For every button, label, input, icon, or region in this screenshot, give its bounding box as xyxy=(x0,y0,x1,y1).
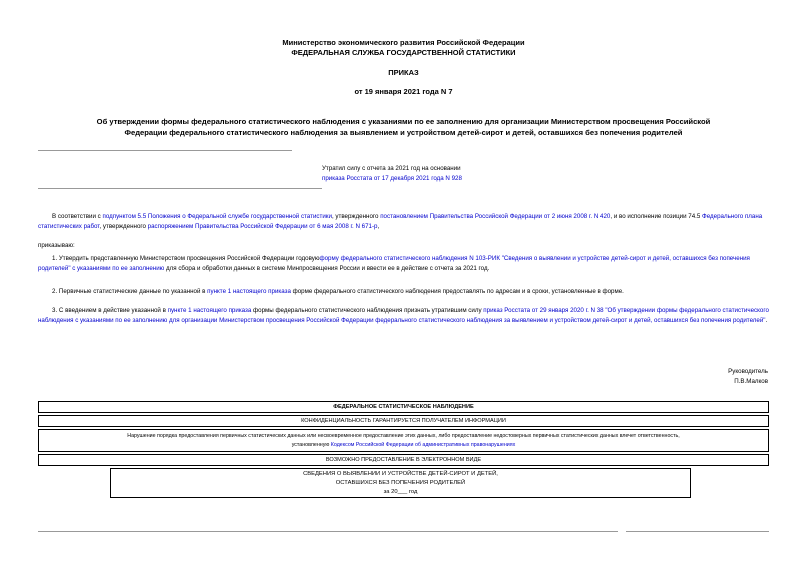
agency-name: ФЕДЕРАЛЬНАЯ СЛУЖБА ГОСУДАРСТВЕННОЙ СТАТИСТИКИ xyxy=(291,48,516,57)
form-header-electronic: ВОЗМОЖНО ПРЕДОСТАВЛЕНИЕ В ЭЛЕКТРОННОМ ВИДЕ xyxy=(38,454,769,466)
bottom-divider-right xyxy=(626,531,769,532)
statistical-plan-link[interactable]: Федерального плана статистических работ xyxy=(38,213,763,230)
liability-notice-text: Нарушение порядка предоставления первичных статистических данных или несвоевременное предоставление этих данных, либо предоставление недостоверных первичных статистических данных влечет ответственность, xyxy=(127,433,680,439)
item3-point-link[interactable]: пункте 1 настоящего приказа xyxy=(167,307,252,314)
administrative-code-link[interactable]: Кодексом Российской Федерации об административных правонарушениях xyxy=(330,442,516,448)
title-line-1: Об утверждении формы федерального статистического наблюдения с указаниями по ее заполнению для организации Министерством просвещения Российской xyxy=(96,117,711,126)
form-title-box xyxy=(110,468,691,498)
preamble-text-1: В соответствии с xyxy=(52,213,103,220)
item1-text-2: для сбора и обработки данных в системе Минпросвещения России и ввести ее в действие с отчета за 2021 год. xyxy=(164,265,490,272)
order-item-1 xyxy=(38,254,770,274)
document-title xyxy=(20,116,787,138)
form-header-confidentiality: КОНФИДЕНЦИАЛЬНОСТЬ ГАРАНТИРУЕТСЯ ПОЛУЧАТЕЛЕМ ИНФОРМАЦИИ xyxy=(38,415,769,427)
status-note xyxy=(322,164,462,184)
item2-point-link[interactable]: пункте 1 настоящего приказа xyxy=(207,288,291,295)
order-item-2 xyxy=(38,287,770,297)
form-title-line-3: за 20___ год xyxy=(383,489,418,495)
item3-text-2: формы федерального статистического наблюдения признать утратившим силу xyxy=(251,307,484,314)
bottom-divider-left xyxy=(38,531,618,532)
status-note-text: Утратил силу с отчета за 2021 год на основании xyxy=(322,165,461,172)
divider-top xyxy=(38,150,292,151)
form-103-rik-link[interactable]: форму федерального статистического наблюдения N 103-РИК "Сведения о выявлении и устройстве детей-сирот и детей, оставшихся без попечения родителей" с указаниями по ее заполнению xyxy=(38,255,750,272)
preamble-paragraph xyxy=(38,212,770,232)
document-date-number: от 19 января 2021 года N 7 xyxy=(354,87,453,96)
form-title-line-1: СВЕДЕНИЯ О ВЫЯВЛЕНИИ И УСТРОЙСТВЕ ДЕТЕЙ-СИРОТ И ДЕТЕЙ, xyxy=(303,471,498,477)
signature-role: Руководитель xyxy=(728,368,768,375)
document-type: ПРИКАЗ xyxy=(388,68,419,77)
item3-text-3: . xyxy=(765,317,768,324)
liability-notice-text-2: установленную xyxy=(291,442,331,448)
preamble-text-4: , утвержденного xyxy=(99,223,148,230)
item3-text-1: 3. С введением в действие указанной в xyxy=(52,307,168,314)
order-item-3 xyxy=(38,306,770,326)
rosstat-order-38-link[interactable]: приказ Росстата от 29 января 2020 г. N 38 "Об утверждении формы федерального статистического наблюдения с указаниями по ее заполнению для организации Министерством просвещения Российской Федерации федерального статистического наблюдения за выявлением и устройством детей-сирот и детей, оставшихся без попечения родителей" xyxy=(38,307,769,324)
liability-notice-line2 xyxy=(39,441,768,450)
ministry-name: Министерство экономического развития Российской Федерации xyxy=(282,38,525,47)
preamble-text-2: , утвержденного xyxy=(331,213,381,220)
signature-name: П.В.Малков xyxy=(734,378,768,385)
item2-text-1: 2. Первичные статистические данные по указанной в xyxy=(52,288,208,295)
government-decree-link[interactable]: постановлением Правительства Российской Федерации от 2 июня 2008 г. N 420 xyxy=(380,213,611,220)
order-word: приказываю: xyxy=(38,242,75,249)
regulation-link[interactable]: подпунктом 5.5 Положения о Федеральной службе государственной статистики xyxy=(102,213,332,220)
preamble-text-5: , xyxy=(377,223,380,230)
signature-block xyxy=(728,367,768,387)
form-header-federal-observation: ФЕДЕРАЛЬНОЕ СТАТИСТИЧЕСКОЕ НАБЛЮДЕНИЕ xyxy=(38,401,769,413)
item1-text-1: 1. Утвердить представленную Министерством просвещения Российской Федерации годовую xyxy=(52,255,320,262)
title-line-2: Федерации федерального статистического наблюдения за выявлением и устройством детей-сирот и детей, оставшихся без попечения родителей xyxy=(124,128,683,137)
divider-status xyxy=(38,188,322,189)
preamble-text-3: , и во исполнение позиции 74.5 xyxy=(610,213,703,220)
government-order-link[interactable]: распоряжением Правительства Российской Федерации от 6 мая 2008 г. N 671-р xyxy=(147,223,378,230)
form-header-liability-notice xyxy=(38,429,769,452)
form-title-line-2: ОСТАВШИХСЯ БЕЗ ПОПЕЧЕНИЯ РОДИТЕЛЕЙ xyxy=(335,480,466,486)
item2-text-2: форме федерального статистического наблюдения предоставлять по адресам и в сроки, установленные в форме. xyxy=(290,288,624,295)
status-note-link[interactable]: приказа Росстата от 17 декабря 2021 года N 928 xyxy=(322,175,462,182)
